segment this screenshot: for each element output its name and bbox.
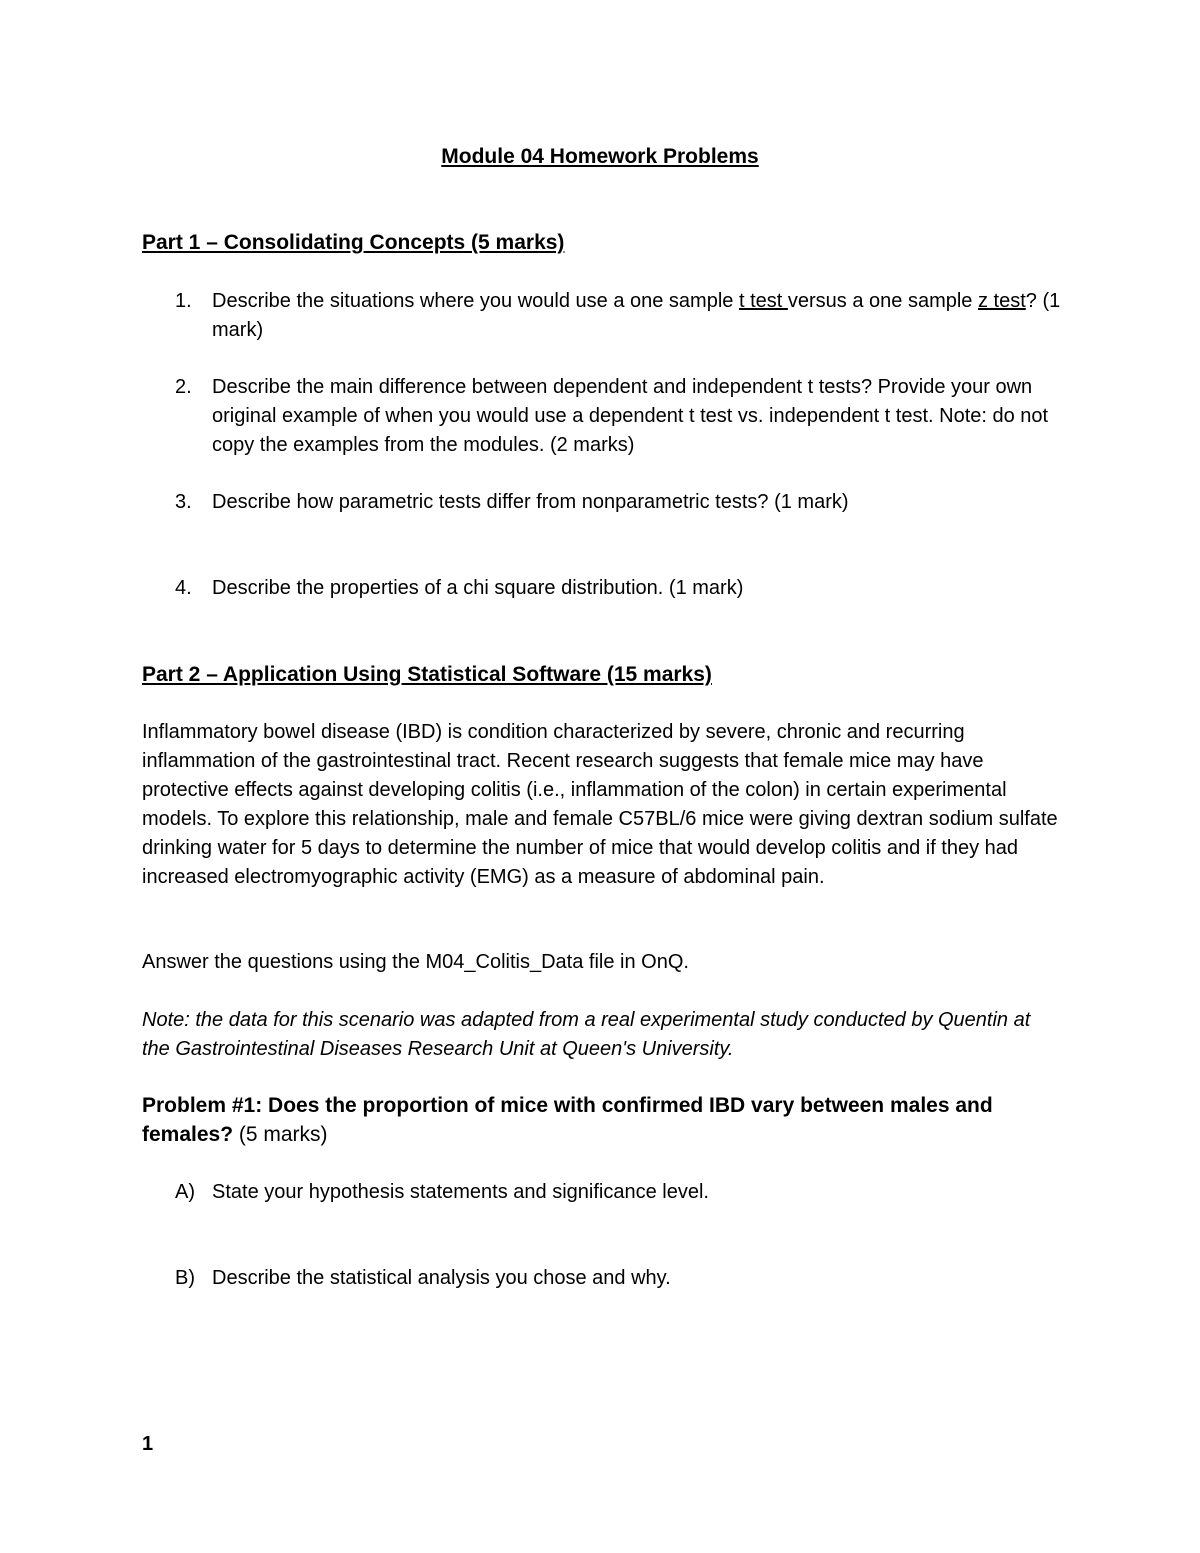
problem-1-question: Problem #1: Does the proportion of mice with confirmed IBD vary between males and females?	[142, 1094, 993, 1146]
list-item-text: Describe how parametric tests differ from nonparametric tests? (1 mark)	[212, 491, 849, 513]
list-item-number: 1.	[175, 290, 192, 312]
list-item-text: Describe the main difference between dependent and independent t tests? Provide your own original example of when you would use a dependent t test vs. independent t test. Note: do not copy the examples from the modules. (2 marks)	[212, 376, 1049, 456]
problem-1-heading	[142, 1091, 1042, 1149]
list-item-number: 3.	[175, 491, 192, 513]
list-item-label: A)	[175, 1181, 195, 1203]
list-item-text: Describe the statistical analysis you chose and why.	[212, 1267, 671, 1289]
page-number: 1	[142, 1433, 154, 1455]
list-item-text: Describe the properties of a chi square distribution. (1 mark)	[212, 577, 744, 599]
source-note: Note: the data for this scenario was adapted from a real experimental study conducted by Quentin at the Gastrointestinal Diseases Research Unit at Queen's University.	[142, 1009, 1031, 1060]
problem-1-marks: (5 marks)	[233, 1123, 328, 1146]
z-test-term: z test	[977, 290, 1026, 312]
list-item-label: B)	[175, 1267, 195, 1289]
part1-heading: Part 1 – Consolidating Concepts (5 marks)	[142, 231, 565, 254]
instruction-text: Answer the questions using the M04_Colitis_Data file in OnQ.	[142, 951, 689, 973]
list-item-text: State your hypothesis statements and significance level.	[212, 1181, 709, 1203]
list-item-text: Describe the situations where you would use a one sample t test versus a one sample z test? (1 mark)	[212, 290, 1061, 341]
scenario-paragraph: Inflammatory bowel disease (IBD) is condition characterized by severe, chronic and recurring inflammation of the gastrointestinal tract. Recent research suggests that female mice may have protective effects against developing colitis (i.e., inflammation of the colon) in certain experimental models. To explore this relationship, male and female C57BL/6 mice were giving dextran sodium sulfate drinking water for 5 days to determine the number of mice that would develop colitis and if they had increased electromyographic activity (EMG) as a measure of abdominal pain.	[142, 721, 1058, 888]
list-item-number: 4.	[175, 577, 192, 599]
page-title: Module 04 Homework Problems	[441, 145, 759, 168]
part2-heading: Part 2 – Application Using Statistical Software (15 marks)	[142, 663, 712, 686]
t-test-term: t test	[738, 290, 788, 312]
list-item-number: 2.	[175, 376, 192, 398]
